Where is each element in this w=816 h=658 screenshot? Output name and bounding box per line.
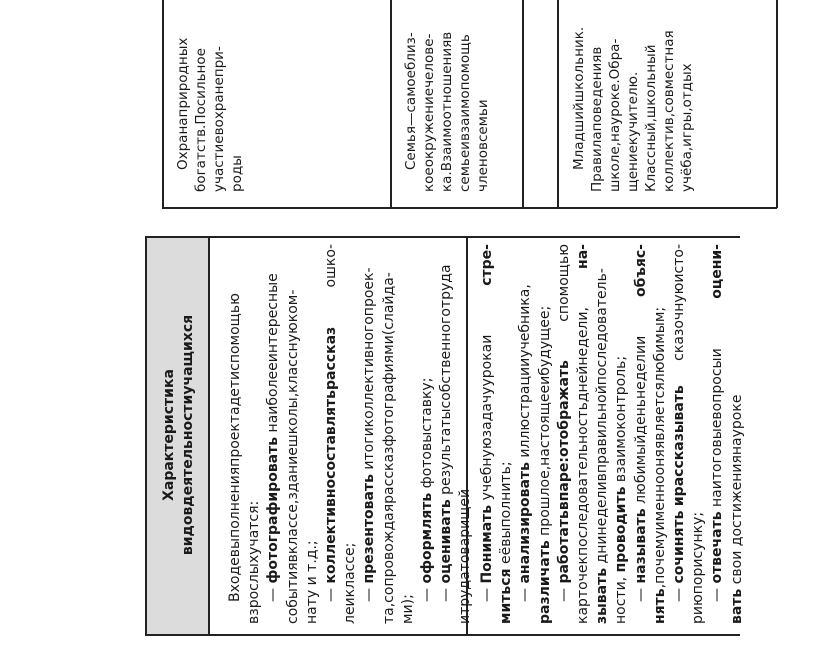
activity-verb: Понимать [479, 504, 495, 584]
activity-text: иллюстрацииучебника, [517, 284, 534, 458]
activity-line: ми); [399, 594, 416, 624]
activity-line [593, 244, 612, 624]
activity-line [651, 244, 670, 624]
upper-table-divider-3 [557, 0, 559, 208]
upper-table-border-left [162, 0, 164, 208]
activity-verb: миться [498, 568, 515, 624]
cell-schoolchild [570, 12, 696, 192]
activity-text: ности, [613, 576, 630, 624]
activity-text: карточекпоследовательностьднейнедели, [575, 307, 592, 624]
dash: — [632, 588, 649, 602]
activity-line [612, 244, 631, 624]
lower-table-border-bottom [145, 634, 740, 636]
column-header-line-2: видовдеятельностиучащихся [180, 314, 196, 556]
activity-item [437, 244, 456, 624]
activity-verb: отвечать [709, 511, 726, 584]
dash: — [671, 588, 688, 602]
activity-line: итрудатоварищей [457, 488, 474, 624]
activity-verb: отображать [555, 360, 572, 458]
dash: — [709, 588, 726, 602]
dash: — [361, 588, 378, 602]
cell-line: богатств.Посильное [193, 48, 209, 192]
activity-item [322, 244, 341, 624]
dash: — [479, 588, 495, 602]
upper-table-border-right [776, 0, 778, 208]
activity-verb: на- [575, 244, 592, 269]
dash: — [555, 588, 572, 602]
cell-line: Младшийшкольник. [571, 26, 587, 170]
activity-text: ошко- [323, 244, 340, 288]
activity-text: результатысобственноготруда [438, 264, 455, 495]
cell-line: коллектив,совместная [661, 30, 677, 192]
cell-line: школе,наурокe.Обра- [607, 38, 623, 192]
activity-verb: называть [632, 508, 649, 584]
activity-line [632, 244, 651, 624]
activity-verb: ирассказывать [671, 385, 688, 507]
activity-text: взаимоконтроль; [613, 355, 630, 483]
activity-verb: презентовать [361, 474, 378, 584]
cell-family [402, 12, 492, 192]
project-activities [226, 244, 476, 624]
activity-verb: вать [728, 588, 745, 624]
activity-line [574, 244, 593, 624]
cell-line: Классный,школьный [643, 44, 659, 192]
activity-line: риюпорисунку; [690, 511, 707, 624]
activity-verb: оформлять [419, 492, 436, 584]
activity-verb: анализировать [517, 462, 534, 584]
activity-text: спомощью [555, 244, 572, 322]
activity-verb: оценивать [438, 499, 455, 584]
activity-text: еёвыполнить; [498, 461, 515, 565]
cell-line: коеокружениечелове- [421, 33, 437, 192]
cell-line: членовсемьи [475, 99, 491, 192]
activity-text: итогиколлективногопроек- [361, 267, 378, 470]
cell-nature-protection [174, 12, 246, 192]
activity-line [708, 244, 727, 624]
dash: — [323, 588, 340, 602]
activity-text: учебнуюзадачуурокаи [479, 334, 495, 501]
column-header [160, 250, 198, 620]
activity-text: фотовыставку; [419, 377, 436, 489]
activity-line [516, 244, 535, 624]
activity-line [497, 244, 516, 624]
activity-verb: работатьвпаре: [555, 457, 572, 584]
cell-line: Правилаповеденияв [589, 46, 605, 192]
activity-text: любимыйденьнеделии [632, 335, 649, 504]
activity-verb: зывать [594, 567, 611, 624]
dash: — [438, 588, 455, 602]
cell-line: щениекучителю. [625, 71, 641, 192]
activity-verb: фотографировать [265, 436, 282, 584]
dash: — [265, 588, 282, 602]
activity-line [478, 244, 497, 624]
activity-item [360, 244, 379, 624]
activity-verb: сочинять [671, 510, 688, 584]
activity-verb: коллективносоставлятьрассказ [323, 326, 340, 584]
activity-text: наиболееинтересные [265, 273, 282, 433]
dash: — [419, 588, 436, 602]
cell-line: ка.Взаимоотношенияв [439, 31, 455, 192]
lower-table-border-top [145, 236, 740, 238]
activity-text: прошлое,настоящееибудущее; [536, 305, 553, 536]
activity-text: ,почемуименнооняявляетсялюбимым; [651, 306, 668, 589]
cell-line: участиевохранепри- [211, 46, 227, 192]
column-header-line-1: Характеристика [161, 369, 177, 501]
activity-item [264, 244, 283, 624]
activity-verb: объяс- [632, 244, 649, 298]
header-divider [208, 236, 210, 635]
cell-line: Семья—самоеблиз- [403, 32, 419, 170]
activity-line [555, 244, 574, 624]
cell-line: семьеивзаимопомощь [457, 34, 473, 192]
activity-verb: нять [651, 588, 668, 624]
activity-item [418, 244, 437, 624]
activity-verb: различать [536, 540, 553, 624]
activity-line [728, 244, 747, 624]
activity-verb: оцени- [709, 244, 726, 299]
cell-line: роды [229, 155, 245, 192]
activity-line: событиявклассе,зданиешколы,класснуюком- [284, 289, 301, 624]
dash: — [517, 588, 534, 602]
activity-line: леиклассе; [342, 542, 359, 624]
activity-line [670, 244, 689, 624]
activity-text: днинеделивправильнойпоследователь- [594, 268, 611, 564]
activity-text: сказочнуюисто- [671, 244, 688, 361]
intro-line: Входевыполненияпроектадетиспомощью [227, 293, 243, 602]
activity-verb: стре- [479, 244, 495, 286]
activity-line [536, 244, 555, 624]
activity-line: та,сопровождаярассказфотографиями(слайда- [380, 272, 397, 624]
upper-table-divider-2 [522, 0, 524, 208]
upper-table-divider-1 [390, 0, 392, 208]
activity-text: наитоговыевопросыи [709, 348, 726, 507]
activity-line: нату и т.д.; [303, 540, 320, 624]
upper-table-border-bottom [162, 207, 777, 209]
cell-line: учёба,игры,отдых [679, 63, 695, 192]
cell-line: Охранаприродных [175, 37, 191, 170]
lesson-activities [478, 244, 747, 624]
activity-verb: проводить [613, 486, 630, 573]
activity-text: свои достижениянауроке [728, 394, 745, 585]
intro-line: взрослыхучатся: [246, 500, 263, 624]
